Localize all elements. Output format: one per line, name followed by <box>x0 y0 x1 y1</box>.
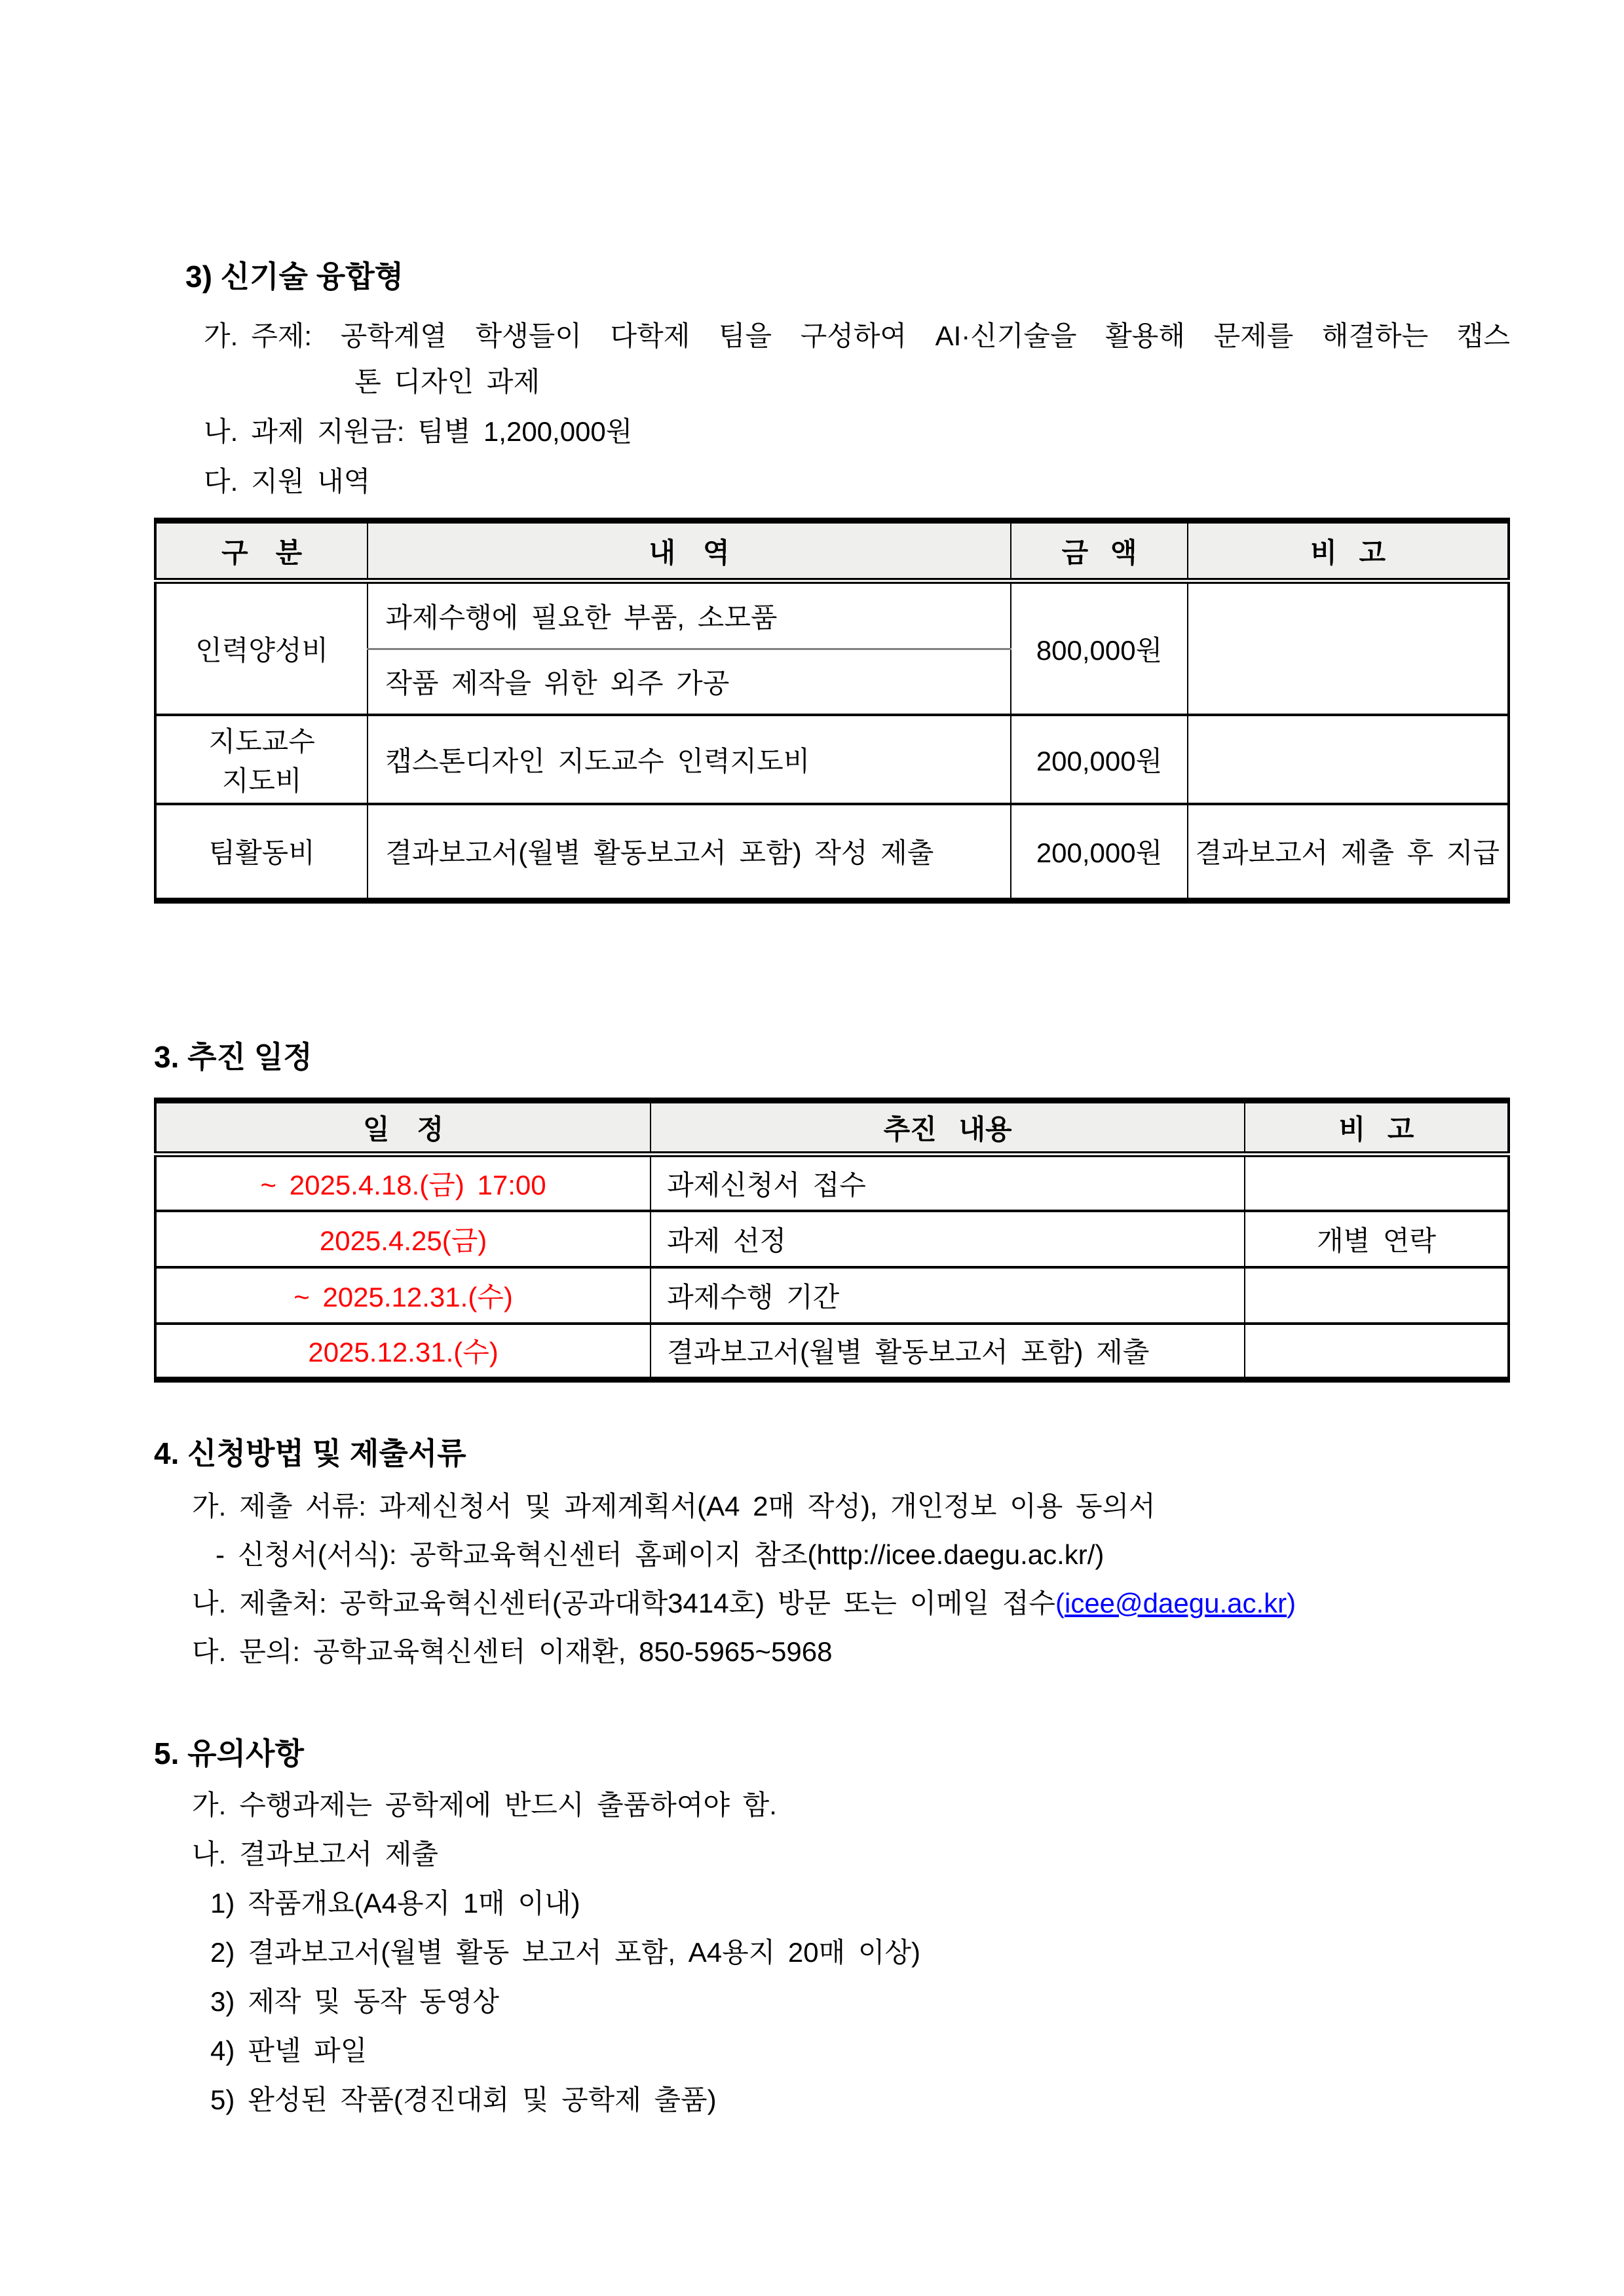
cell-note <box>1245 1155 1509 1211</box>
list-subitem-finished-work <box>210 2077 1510 2123</box>
cell-note: 결과보고서 제출 후 지급 <box>1188 804 1509 901</box>
support-detail-text: 지원 내역 <box>251 466 371 497</box>
item-label: 가. <box>204 320 238 351</box>
email-link[interactable]: icee@daegu.ac.kr <box>1064 1588 1287 1618</box>
col-header-note: 비 고 <box>1188 521 1509 581</box>
cell-amount: 200,000원 <box>1011 715 1188 804</box>
cell-content: 결과보고서(월별 활동보고서 포함) 제출 <box>651 1324 1245 1380</box>
list-item-contact <box>192 1629 1510 1675</box>
col-header-detail: 내 역 <box>368 521 1010 581</box>
item-label: 가. <box>192 1491 227 1521</box>
funding-text: 과제 지원금: 팀별 1,200,000원 <box>251 416 633 447</box>
cell-amount: 800,000원 <box>1011 581 1188 715</box>
cell-detail: 과제수행에 필요한 부품, 소모품 <box>368 581 1010 649</box>
table-row <box>155 804 1509 901</box>
cell-note <box>1245 1267 1509 1324</box>
cell-date: ~ 2025.12.31.(수) <box>155 1267 651 1324</box>
submission-place-text: 제출처: 공학교육혁신센터(공과대학3414호) 방문 또는 이메일 접수 <box>239 1588 1055 1618</box>
cell-date: 2025.4.25(금) <box>155 1211 651 1267</box>
subitem-label: 4) <box>210 2035 235 2066</box>
cell-note <box>1245 1324 1509 1380</box>
cell-detail: 결과보고서(월별 활동보고서 포함) 작성 제출 <box>368 804 1010 901</box>
cell-detail: 작품 제작을 위한 외주 가공 <box>368 649 1010 715</box>
list-subitem-panel-file <box>210 2028 1510 2074</box>
subitem-label: 2) <box>210 1937 235 1968</box>
cell-detail: 캡스톤디자인 지도교수 인력지도비 <box>368 715 1010 804</box>
list-item-submission-place <box>192 1580 1510 1626</box>
subitem-label: 3) <box>210 1986 235 2017</box>
dash-bullet: - <box>216 1539 225 1570</box>
list-item-funding <box>204 409 1510 455</box>
col-header-amount: 금 액 <box>1011 521 1188 581</box>
col-header-content: 추진 내용 <box>651 1101 1245 1155</box>
topic-line1: 주제: 공학계열 학생들이 다학제 팀을 구성하여 AI·신기술을 활용해 문제를 해결하는 캡스 <box>251 320 1510 351</box>
cell-content: 과제신청서 접수 <box>651 1155 1245 1211</box>
table-header-row <box>155 1101 1509 1155</box>
section-heading-schedule: 3. 추진 일정 <box>154 1040 312 1074</box>
cell-content: 과제 선정 <box>651 1211 1245 1267</box>
contact-text: 문의: 공학교육혁신센터 이재환, 850-5965~5968 <box>239 1636 833 1667</box>
category-line2: 지도비 <box>221 765 302 796</box>
col-header-category: 구 분 <box>155 521 368 581</box>
item-label: 나. <box>204 416 238 447</box>
topic-line2: 톤 디자인 과제 <box>354 366 540 397</box>
table-row <box>155 1267 1509 1324</box>
cell-category: 팀활동비 <box>155 804 368 901</box>
list-item-support-detail <box>204 459 1510 505</box>
subitem-text: 결과보고서(월별 활동 보고서 포함, A4용지 20매 이상) <box>248 1937 920 1968</box>
section-heading-application: 4. 신청방법 및 제출서류 <box>154 1436 466 1470</box>
cell-note <box>1188 715 1509 804</box>
item-label: 나. <box>192 1588 227 1618</box>
cell-date: ~ 2025.4.18.(금) 17:00 <box>155 1155 651 1211</box>
cell-category <box>155 715 368 804</box>
list-subitem-video <box>210 1979 1510 2025</box>
list-item-topic <box>204 313 1510 405</box>
subitem-text: 제작 및 동작 동영상 <box>248 1986 499 2017</box>
report-submission-text: 결과보고서 제출 <box>239 1839 438 1869</box>
subitem-label: 5) <box>210 2084 235 2115</box>
table-row <box>155 1155 1509 1211</box>
documents-text: 제출 서류: 과제신청서 및 과제계획서(A4 2매 작성), 개인정보 이용 동의서 <box>239 1491 1156 1521</box>
cell-note: 개별 연락 <box>1245 1211 1509 1267</box>
subitem-text: 완성된 작품(경진대회 및 공학제 출품) <box>248 2084 717 2115</box>
cell-content: 과제수행 기간 <box>651 1267 1245 1324</box>
support-detail-table <box>154 518 1510 904</box>
table-row <box>155 715 1509 804</box>
schedule-table <box>154 1098 1510 1383</box>
list-subitem-overview <box>210 1881 1510 1926</box>
col-header-note: 비 고 <box>1245 1101 1509 1155</box>
list-item-report-submission <box>192 1831 1510 1877</box>
cell-category: 인력양성비 <box>155 581 368 715</box>
list-subitem-final-report <box>210 1930 1510 1976</box>
table-row <box>155 581 1509 649</box>
item-label: 다. <box>204 466 238 497</box>
item-label: 가. <box>192 1789 227 1820</box>
subitem-text: 작품개요(A4용지 1매 이내) <box>248 1888 580 1919</box>
subitem-label: 1) <box>210 1888 235 1919</box>
cell-date: 2025.12.31.(수) <box>155 1324 651 1380</box>
table-header-row <box>155 521 1509 581</box>
link-paren-close: ) <box>1287 1588 1296 1618</box>
list-item-form-reference <box>216 1532 1510 1578</box>
subitem-text: 판넬 파일 <box>248 2035 368 2066</box>
list-item-documents <box>192 1483 1510 1529</box>
form-reference-text: 신청서(서식): 공학교육혁신센터 홈페이지 참조(http://icee.daegu.ac.kr/) <box>238 1539 1105 1570</box>
cell-amount: 200,000원 <box>1011 804 1188 901</box>
subsection-heading-new-tech: 3) 신기술 융합형 <box>185 259 404 294</box>
table-row <box>155 1211 1509 1267</box>
cell-note <box>1188 581 1509 715</box>
item-label: 나. <box>192 1839 227 1869</box>
item-label: 다. <box>192 1636 227 1667</box>
list-item-exhibition-required <box>192 1782 1510 1828</box>
table-row <box>155 1324 1509 1380</box>
exhibition-required-text: 수행과제는 공학제에 반드시 출품하여야 함. <box>239 1789 777 1820</box>
col-header-date: 일 정 <box>155 1101 651 1155</box>
section-heading-notes: 5. 유의사항 <box>154 1736 304 1770</box>
category-line1: 지도교수 <box>208 725 315 757</box>
link-paren-open: ( <box>1055 1588 1065 1618</box>
